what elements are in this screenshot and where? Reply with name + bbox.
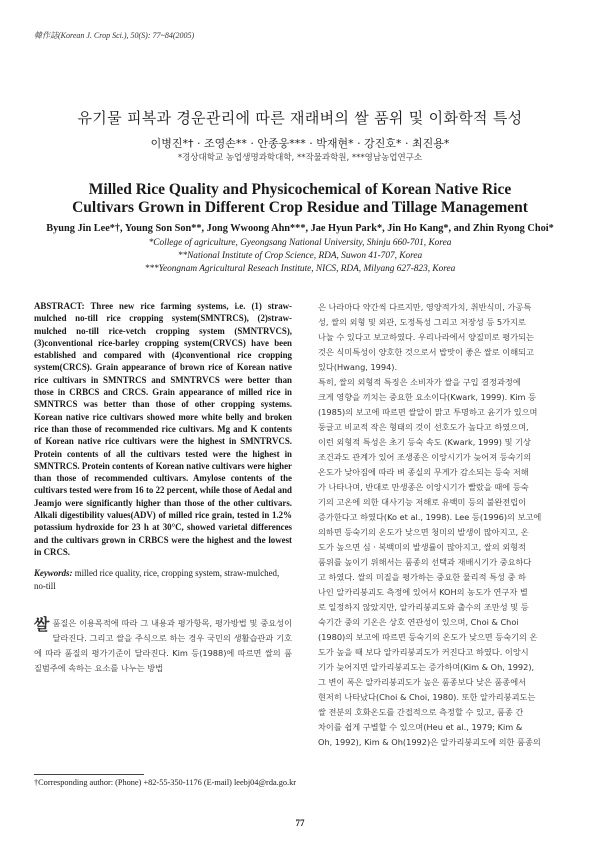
abstract: ABSTRACT: Three new rice farming systems, i.e. (1) straw-mulched no-till rice cropping system(SMNTRCS), (2)straw-mulched no-till rice-vetch cropping system (SMNTRVCS), (3)conventional rice-barley cropping system(CRVCS) have been established and compared with (4)conventional rice cropping system(CRCS). Grain appearance of brown rice of Korean native rice cultivars in SMNTRCS and SMNTRVCS were better than those in CRBCS and CRCS. Grain appearance of milled rice in SMNTRCS was better than those of other cropping systems. Korean native rice cultivars showed more white belly and broken rice than those of recommended rice cultivars. Mg and K contents of Korean native rice cultivars were the highest in SMNTRVCS. Protein contents of all the cultivars tested were the highest in SMNTRCS. Protein contents of Korean native cultivars were higher than those of recommended cultivars. Amylose contents of the cultivars tested were from 16 to 22 percent, while those of Aedal and Jeamjo were significantly higher than those of the other cultivars. Alkali digestibility values(ADV) of milled rice grain, tested in 1.2% potassium hydroxide for 23 h at 30°C, showed varietal differences and the cultivars grown in CRBCS were the highest and the lowest in CRCS. xyxy=(34,301,292,557)
text-line: 나인 알카리붕괴도 측정에 있어서 KOH의 농도가 연구자 별 xyxy=(318,587,528,597)
text-line: 크게 영향을 끼치는 중요한 요소이다(Kwark, 1999). Kim 등 xyxy=(318,392,537,402)
intro-dropcap: 쌀 xyxy=(34,614,50,634)
text-line: 그 변이 폭은 알카리붕괴도가 높은 품종보다 낮은 품종에서 xyxy=(318,677,527,687)
text-line: 있다(Hwang, 1994). xyxy=(318,362,398,372)
text-line: 은 나라마다 약간씩 다르지만, 영양적가치, 취반식미, 가공특 xyxy=(318,302,532,312)
text-line: 둥글고 비교적 작은 형태의 것이 선호도가 높다고 하였으며, xyxy=(318,422,529,432)
korean-title: 유기물 피복과 경운관리에 따른 재래벼의 쌀 품위 및 이화학적 특성 xyxy=(77,109,523,127)
english-title-line-2: Cultivars Grown in Different Crop Residue and Tillage Management xyxy=(72,199,528,216)
left-column xyxy=(34,300,292,676)
text-line: 도가 높을 때 보다 알카리붕괴도가 커진다고 하였다. 이앙시 xyxy=(318,647,529,657)
korean-authors: 이병진*† · 조영손** · 안종웅*** · 박재현* · 강진호* · 최진용* xyxy=(150,137,450,150)
footnote: †Corresponding author: (Phone) +82-55-350-1176 (E-mail) leebj04@rda.go.kr xyxy=(34,778,297,787)
affiliation-3: ***Yeongnam Agricultural Reseach Institute, NICS, RDA, Milyang 627-823, Korea xyxy=(144,264,456,274)
page-number: 77 xyxy=(295,818,305,828)
right-column xyxy=(308,300,570,750)
english-title-line-1: Milled Rice Quality and Physicochemical of Korean Native Rice xyxy=(88,181,512,198)
english-affiliations xyxy=(40,237,560,276)
text-line: 로 일정하지 않았지만, 알카리붕괴도와 출수의 조만성 및 등 xyxy=(318,602,529,612)
text-line: 온도가 낮아짐에 따라 벼 종실의 무게가 감소되는 등숙 저해 xyxy=(318,467,529,477)
text-line: 품위를 높이기 위해서는 품종의 선택과 재배시기가 중요하다 xyxy=(318,557,532,567)
text-line: 쌀 전분의 호화온도를 간접적으로 측정할 수 있고, 품종 간 xyxy=(318,707,524,717)
text-line: 증가한다고 하였다(Ko et al., 1998). Lee 등(1996)의 보고에 xyxy=(318,512,542,522)
text-line: 숙기간 중의 기온은 상호 연관성이 있으며, Choi & Choi xyxy=(318,617,519,627)
text-line: (1980)의 보고에 따르면 등숙기의 온도가 낮으면 등숙기의 온 xyxy=(318,632,538,642)
keywords-text: milled rice quality, rice, cropping system, straw-mulched, no-till xyxy=(34,568,280,591)
affiliation-1: *College of agriculture, Gyeongsang National University, Shinju 660-701, Korea xyxy=(148,238,452,248)
english-authors: Byung Jin Lee*†, Young Son Son**, Jong Wwoong Ahn***, Jae Hyun Park*, Jin Ho Kang*, and Zhin Ryong Choi* xyxy=(46,223,554,234)
text-line: 의하면 등숙기의 온도가 낮으면 청미의 발생이 많아지고, 온 xyxy=(318,527,529,537)
text-line: 고 하였다. 쌀의 미질을 평가하는 중요한 물리적 특성 중 하 xyxy=(318,572,526,582)
text-line: 것은 식미특성이 양호한 것으로서 밥맛이 좋은 쌀로 이해되고 xyxy=(318,347,534,357)
footnote-rule xyxy=(34,774,144,775)
text-line: 나눌 수 있다고 보고하였다. 우리나라에서 양질미로 평가되는 xyxy=(318,332,534,342)
text-line: (1985)의 보고에 따르면 쌀알이 맑고 투명하고 윤기가 있으며 xyxy=(318,407,538,417)
text-line: 성, 쌀의 외형 및 외관, 도정특성 그리고 저장성 등 5가지로 xyxy=(318,317,526,327)
text-line: 가 나타나며, 반대로 만생종은 이앙시기가 빨랐을 때에 등숙 xyxy=(318,482,529,492)
text-line: 특히, 쌀의 외형적 특징은 소비자가 쌀을 구입 결정과정에 xyxy=(318,377,521,387)
journal-citation: 韓作誌(Korean J. Crop Sci.), 50(S): 77~84(2005) xyxy=(34,31,195,40)
text-line: 차이를 쉽게 구별할 수 있으며(Heu et al., 1979; Kim & xyxy=(318,722,523,732)
text-line: 기의 고온에 의한 대사기능 저해로 유백미 등의 불완전립이 xyxy=(318,497,527,507)
right-paragraph-1 xyxy=(308,300,570,375)
keywords xyxy=(34,567,292,592)
text-line: Oh, 1992), Kim & Oh(1992)은 알카리붕괴도에 의한 품종의 xyxy=(318,737,541,747)
text-line: 조건과도 관계가 있어 조생종은 이앙시기가 늦어져 등숙기의 xyxy=(318,452,532,462)
intro-text: 품질은 이용목적에 따라 그 내용과 평가항목, 평가방법 및 중요성이 달라진다. 그리고 쌀을 주식으로 하는 경우 국민의 생활습관과 기호에 따라 품질의 평가기준이 달라진다. Kim 등(1988)에 따르면 쌀의 품질범주에 속하는 요소를 나누는 방법 xyxy=(34,617,292,673)
text-line: 기가 늦어지면 알카리붕괴도는 증가하며(Kim & Oh, 1992), xyxy=(318,662,535,672)
keywords-label: Keywords: xyxy=(34,568,73,579)
korean-affiliations: *경상대학교 농업생명과학대학, **작물과학원, ***영남농업연구소 xyxy=(177,153,423,163)
text-line: 도가 높으면 심 · 복백미의 발생률이 많아지고, 쌀의 외형적 xyxy=(318,542,526,552)
text-line: 현저히 나타났다(Choi & Choi, 1980). 또한 알카리붕괴도는 xyxy=(318,692,536,702)
introduction xyxy=(34,616,292,676)
text-line: 이런 외형적 특성은 초기 등숙 속도 (Kwark, 1999) 및 기상 xyxy=(318,437,531,447)
affiliation-2: **National Institute of Crop Science, RDA, Suwon 41-707, Korea xyxy=(177,251,423,261)
english-title xyxy=(60,181,540,217)
right-paragraph-2 xyxy=(308,375,570,750)
